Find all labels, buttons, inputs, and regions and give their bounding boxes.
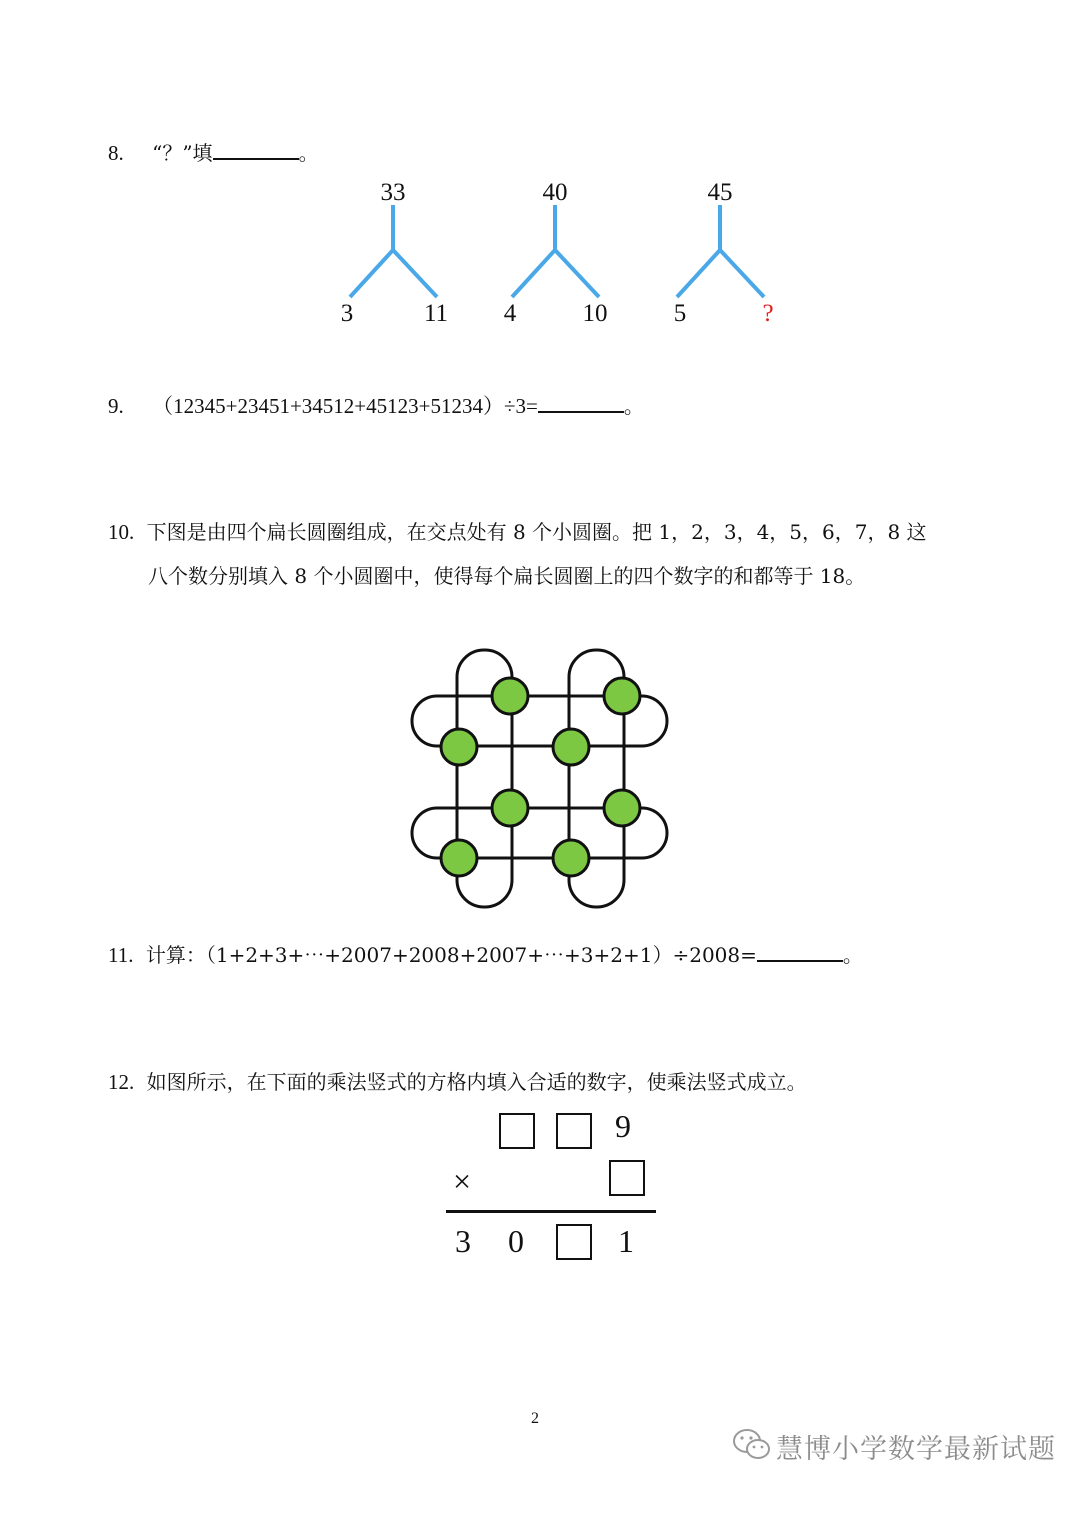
small-circle-7 [441,840,477,876]
q9-number: 9. [108,394,124,418]
q11-text: 计算：（1+2+3+⋯+2007+2008+2007+⋯+3+2+1）÷2008= [145,943,757,967]
q8-number: 8. [108,141,124,165]
mult-rule [446,1210,656,1213]
tree-1-left: 3 [340,300,354,327]
q9-end: 。 [623,394,644,418]
q12-line [108,1071,807,1093]
q12-text: 如图所示，在下面的乘法竖式的方格内填入合适的数字，使乘法竖式成立。 [146,1070,807,1094]
page-number: 2 [531,1410,539,1427]
tree-1-top: 33 [380,179,406,206]
q11-end: 。 [842,943,863,967]
q8-end: 。 [298,141,319,165]
tree-2-top: 40 [542,179,568,206]
tree-3-left: 5 [673,300,687,327]
small-circles [441,678,640,876]
mult-digit-9: 9 [615,1108,631,1144]
small-circle-2 [604,678,640,714]
mult-box-4[interactable] [556,1224,592,1260]
q10-text-line2: 八个数分别填入 8 个小圆圈中，使得每个扁长圆圈上的四个数字的和都等于 18。 [148,564,866,588]
q11-line [108,942,863,966]
times-sign: × [453,1163,472,1199]
watermark-text: 慧博小学数学最新试题 [776,1434,1056,1465]
tree-3-right-question: ? [762,300,774,327]
tree-2-left: 4 [503,300,517,327]
product-digit-3: 3 [455,1223,471,1259]
small-circle-1 [492,678,528,714]
q10-number: 10. [108,520,135,544]
tree-1-right: 11 [423,300,449,327]
small-circle-5 [492,790,528,826]
q12-number: 12. [108,1070,135,1094]
product-digit-1: 1 [618,1223,634,1259]
mult-box-1[interactable] [499,1113,535,1149]
q11-answer-blank[interactable] [757,942,843,962]
product-digit-0: 0 [508,1223,524,1259]
small-circle-8 [553,840,589,876]
wechat-icon [732,1428,772,1462]
small-circle-4 [553,729,589,765]
q9-text: （12345+23451+34512+45123+51234）÷3= [152,394,538,418]
tree-3-top: 45 [707,179,733,206]
tree-2-right: 10 [582,300,608,327]
small-circle-3 [441,729,477,765]
mult-box-3[interactable] [609,1160,645,1196]
small-circle-6 [604,790,640,826]
q11-number: 11. [108,943,134,967]
q8-text: “？”填 [152,141,213,165]
q10-text-line1: 下图是由四个扁长圆圈组成，在交点处有 8 个小圆圈。把 1，2，3，4，5，6，7，8 这 [146,520,927,544]
mult-box-2[interactable] [556,1113,592,1149]
